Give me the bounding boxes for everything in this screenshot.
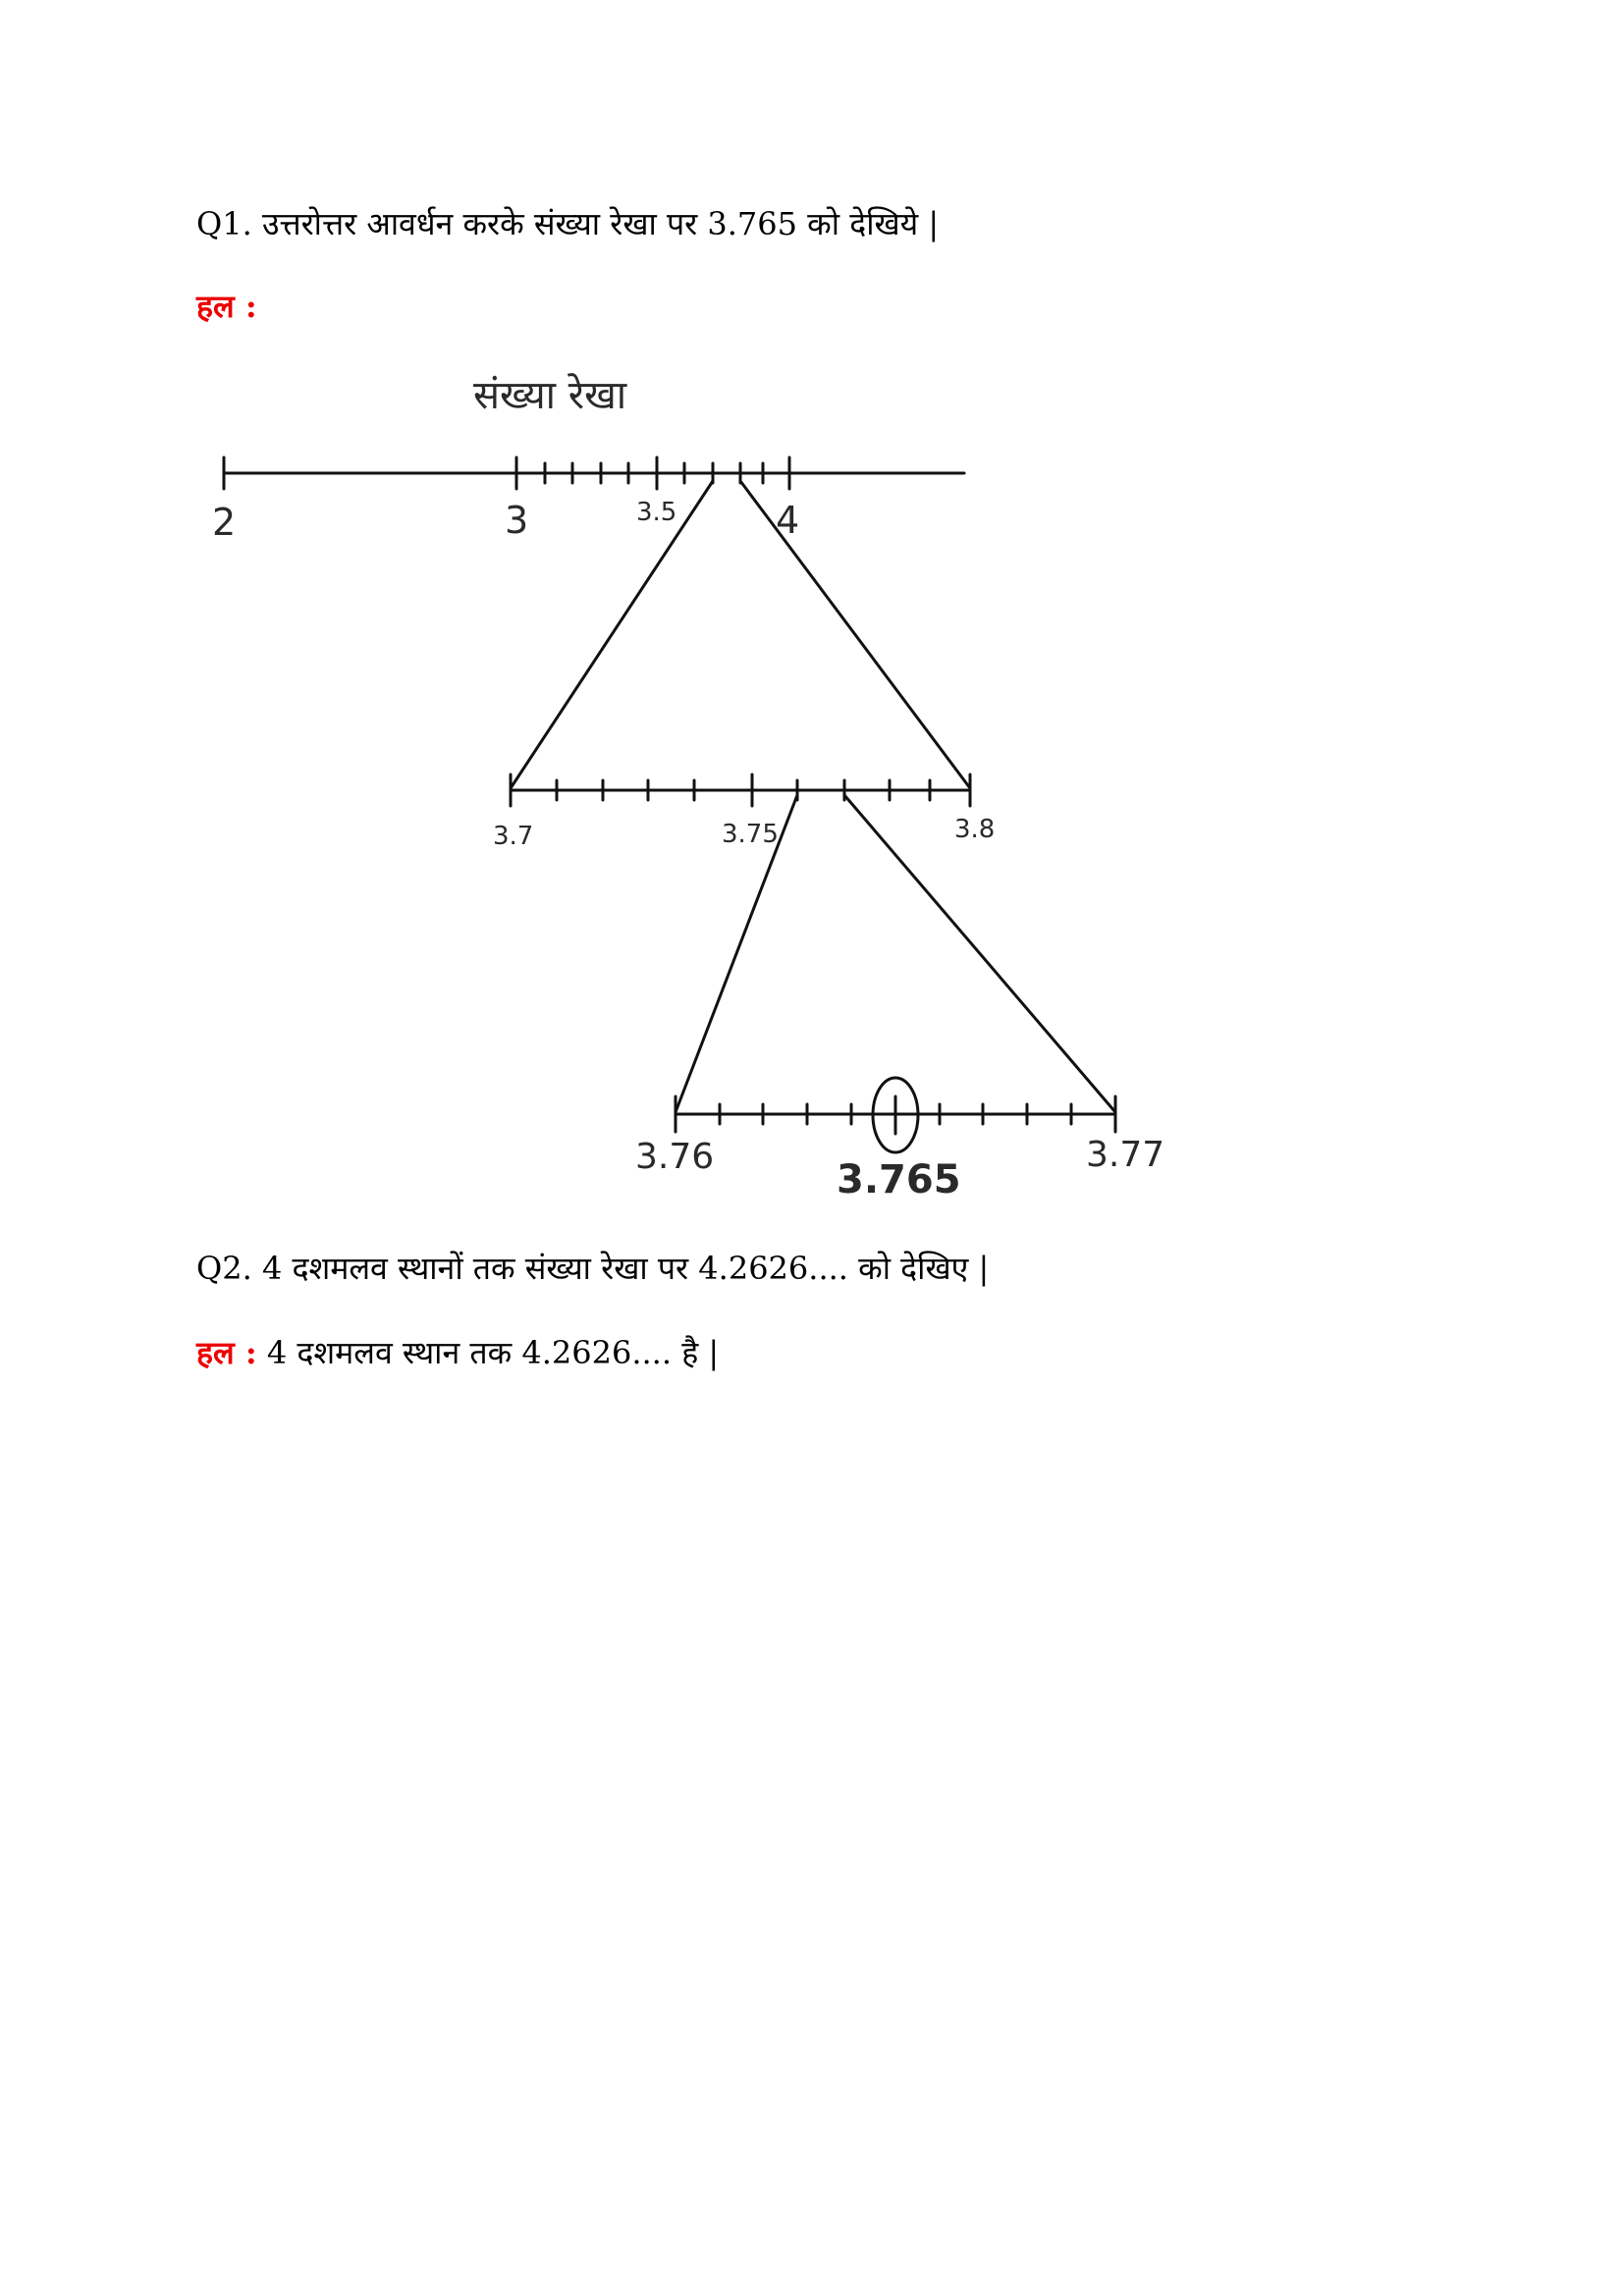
solution-2 bbox=[196, 1333, 719, 1372]
label-2: 2 bbox=[212, 501, 237, 544]
solution-2-text: 4 दशमलव स्थान तक 4.2626.... है | bbox=[256, 1334, 720, 1371]
question-1-text: Q1. उत्तरोत्तर आवर्धन करके संख्या रेखा पर 3.765 को देखिये | bbox=[196, 205, 940, 242]
label-3.77: 3.77 bbox=[1086, 1135, 1165, 1175]
zoom-line-1-left bbox=[511, 481, 713, 788]
solution-2-label: हल : bbox=[196, 1334, 257, 1371]
diagram-title: संख्या रेखा bbox=[473, 373, 627, 418]
question-2-text: Q2. 4 दशमलव स्थानों तक संख्या रेखा पर 4.2626.... को देखिए | bbox=[196, 1250, 990, 1287]
question-2 bbox=[196, 1249, 989, 1288]
label-4: 4 bbox=[776, 499, 800, 542]
label-3.765: 3.765 bbox=[837, 1157, 961, 1202]
label-3: 3 bbox=[505, 499, 529, 542]
solution-1-label: हल : bbox=[196, 288, 257, 325]
label-3.76: 3.76 bbox=[635, 1137, 715, 1177]
label-3.5: 3.5 bbox=[636, 498, 677, 527]
label-3.8: 3.8 bbox=[954, 815, 996, 844]
label-3.7: 3.7 bbox=[493, 822, 534, 851]
label-3.75: 3.75 bbox=[722, 820, 779, 849]
